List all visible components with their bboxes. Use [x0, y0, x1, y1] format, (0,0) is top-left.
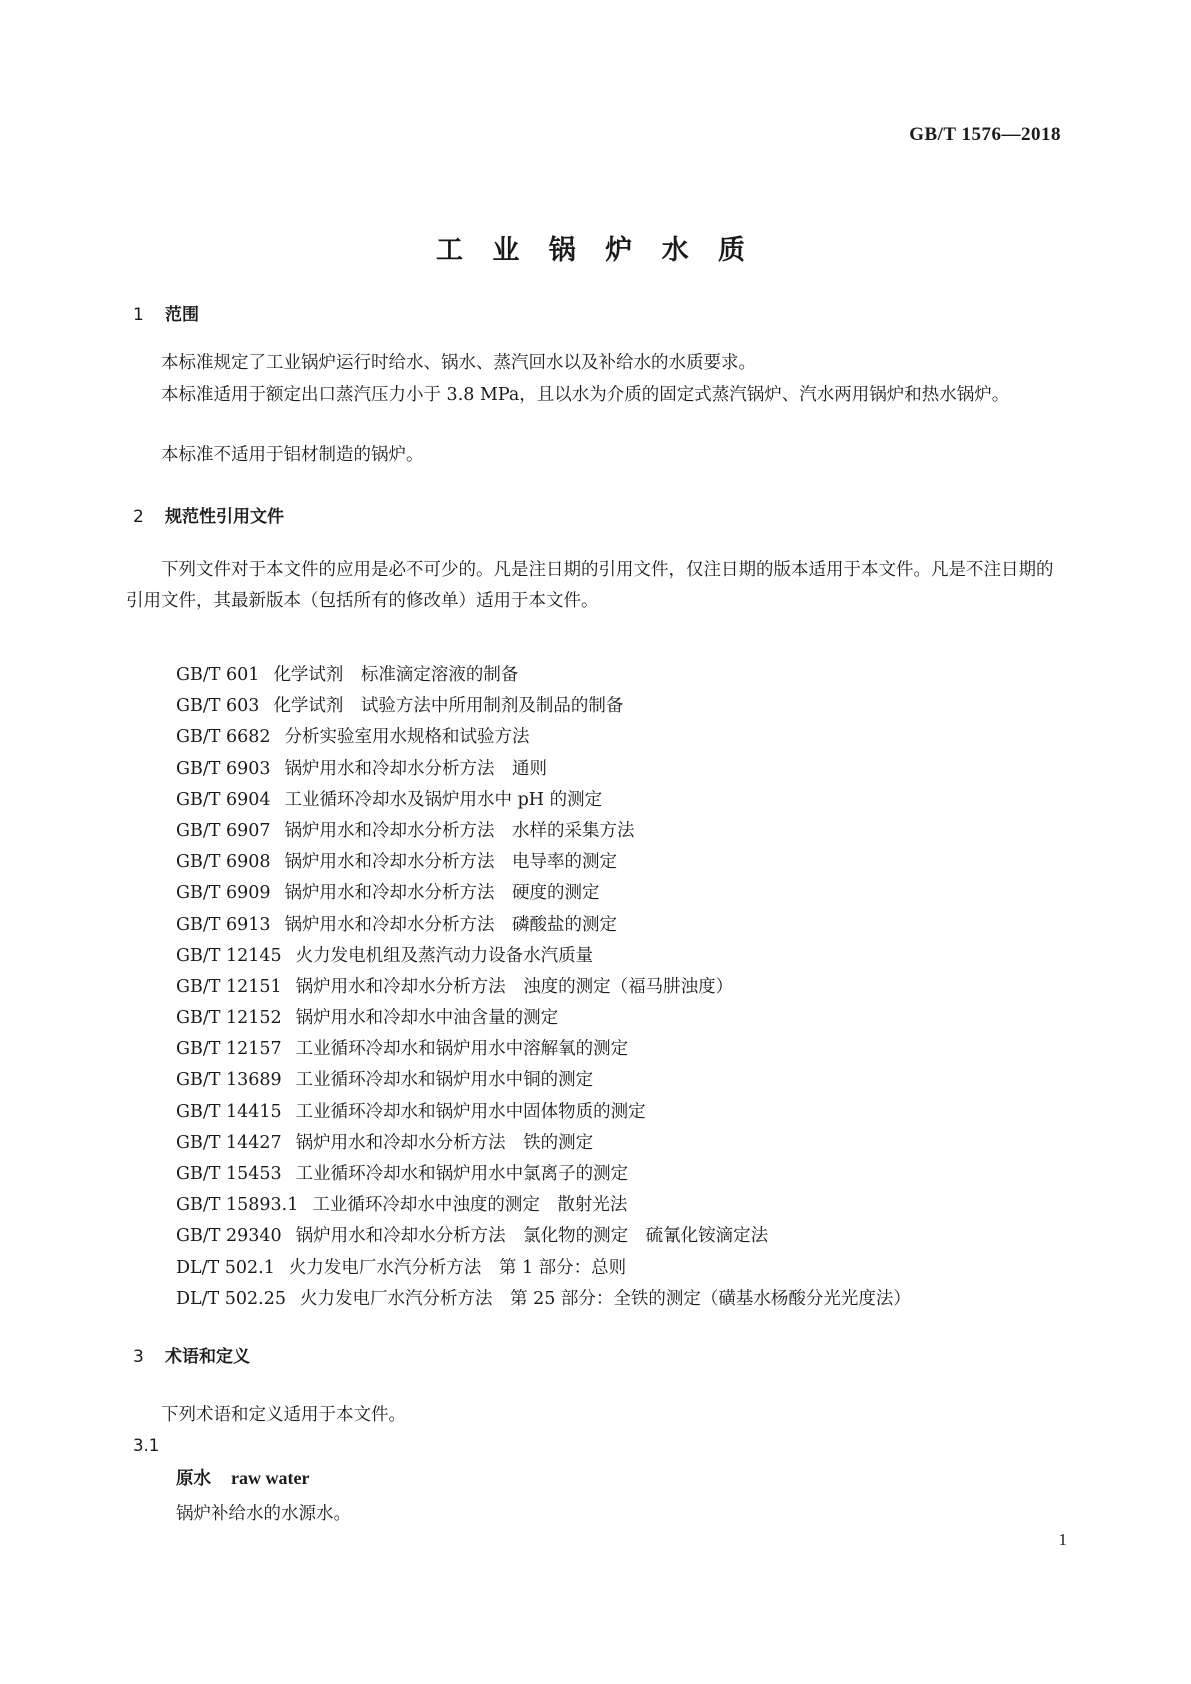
reference-code: GB/T 6903 — [176, 758, 271, 779]
reference-title: 火力发电机组及蒸汽动力设备水汽质量 — [295, 945, 594, 966]
section-number: 2 — [133, 507, 144, 527]
term-definition: 锅炉补给水的水源水。 — [176, 1504, 351, 1524]
reference-item — [176, 1065, 911, 1096]
reference-item — [176, 910, 911, 941]
section-title: 规范性引用文件 — [165, 507, 284, 527]
paragraph: 本标准规定了工业锅炉运行时给水、锅水、蒸汽回水以及补给水的水质要求。 — [161, 353, 756, 373]
paragraph: 本标准适用于额定出口蒸汽压力小于 3.8 MPa，且以水为介质的固定式蒸汽锅炉、汽水两用锅炉和热水锅炉。 — [161, 385, 1010, 405]
standard-code: GB/T 1576—2018 — [909, 124, 1061, 145]
section-heading-terms-definitions — [133, 1342, 250, 1367]
reference-item — [176, 972, 911, 1003]
reference-code: DL/T 502.25 — [176, 1288, 287, 1309]
section-heading-scope — [133, 300, 199, 325]
document-title: 工 业 锅 炉 水 质 — [436, 235, 755, 266]
reference-code: GB/T 12145 — [176, 945, 282, 966]
section-number: 3 — [133, 1347, 144, 1367]
reference-title: 锅炉用水和冷却水分析方法 氯化物的测定 硫氰化铵滴定法 — [295, 1226, 769, 1247]
term-english: raw water — [231, 1468, 310, 1488]
reference-code: GB/T 6909 — [176, 883, 271, 904]
reference-title: 锅炉用水和冷却水分析方法 通则 — [284, 758, 548, 779]
reference-title: 锅炉用水和冷却水分析方法 磷酸盐的测定 — [284, 914, 618, 935]
reference-item — [176, 1190, 911, 1221]
term-number: 3.1 — [133, 1436, 160, 1455]
reference-title: 工业循环冷却水中浊度的测定 散射光法 — [312, 1195, 628, 1216]
reference-code: GB/T 601 — [176, 665, 260, 685]
section-heading-normative-references — [133, 502, 284, 527]
reference-code: GB/T 6907 — [176, 820, 271, 841]
reference-item — [176, 1034, 911, 1065]
reference-code: GB/T 12151 — [176, 976, 282, 997]
reference-code: GB/T 29340 — [176, 1226, 282, 1247]
reference-item — [176, 1003, 911, 1034]
reference-title: 工业循环冷却水和锅炉用水中氯离子的测定 — [295, 1164, 629, 1184]
reference-item — [176, 878, 911, 909]
section-number: 1 — [133, 305, 144, 325]
term-heading — [176, 1465, 309, 1490]
reference-item — [176, 941, 911, 972]
reference-item — [176, 754, 911, 785]
reference-code: GB/T 14415 — [176, 1101, 282, 1122]
reference-title: 火力发电厂水汽分析方法 第 25 部分：全铁的测定（磺基水杨酸分光光度法） — [300, 1288, 911, 1309]
paragraph: 下列术语和定义适用于本文件。 — [161, 1405, 406, 1425]
reference-item — [176, 785, 911, 816]
reference-code: DL/T 502.1 — [176, 1257, 275, 1278]
page-number: 1 — [1058, 1530, 1067, 1549]
reference-item — [176, 1128, 911, 1159]
reference-item — [176, 1097, 911, 1128]
reference-code: GB/T 15893.1 — [176, 1195, 299, 1216]
reference-title: 锅炉用水和冷却水分析方法 硬度的测定 — [284, 883, 600, 904]
reference-title: 锅炉用水和冷却水中油含量的测定 — [295, 1008, 559, 1029]
reference-title: 工业循环冷却水和锅炉用水中铜的测定 — [295, 1070, 594, 1091]
reference-title: 锅炉用水和冷却水分析方法 电导率的测定 — [284, 852, 618, 873]
section-title: 术语和定义 — [165, 1347, 250, 1367]
reference-title: 化学试剂 试验方法中所用制剂及制品的制备 — [273, 696, 624, 717]
reference-title: 分析实验室用水规格和试验方法 — [284, 727, 530, 748]
reference-code: GB/T 13689 — [176, 1070, 282, 1091]
reference-title: 锅炉用水和冷却水分析方法 铁的测定 — [295, 1132, 594, 1153]
reference-title: 火力发电厂水汽分析方法 第 1 部分：总则 — [288, 1257, 627, 1278]
reference-item — [176, 1159, 911, 1190]
reference-code: GB/T 12157 — [176, 1039, 282, 1060]
paragraph: 下列文件对于本文件的应用是必不可少的。凡是注日期的引用文件，仅注日期的版本适用于本文件。凡是不注日期的引用文件，其最新版本（包括所有的修改单）适用于本文件。 — [126, 560, 1054, 611]
reference-code: GB/T 6908 — [176, 852, 271, 873]
paragraph: 本标准不适用于铝材制造的锅炉。 — [161, 445, 424, 465]
reference-code: GB/T 6913 — [176, 914, 271, 935]
reference-item — [176, 1284, 911, 1315]
reference-code: GB/T 6904 — [176, 789, 271, 810]
reference-title: 工业循环冷却水和锅炉用水中溶解氧的测定 — [295, 1039, 629, 1060]
reference-code: GB/T 15453 — [176, 1164, 282, 1184]
reference-item — [176, 1253, 911, 1284]
reference-item — [176, 1221, 911, 1252]
reference-title: 锅炉用水和冷却水分析方法 水样的采集方法 — [284, 820, 635, 841]
reference-title: 工业循环冷却水和锅炉用水中固体物质的测定 — [295, 1101, 646, 1122]
reference-item — [176, 691, 911, 722]
reference-code: GB/T 603 — [176, 696, 260, 717]
reference-item — [176, 816, 911, 847]
reference-title: 化学试剂 标准滴定溶液的制备 — [273, 665, 519, 685]
reference-title: 工业循环冷却水及锅炉用水中 pH 的测定 — [284, 789, 603, 810]
reference-title: 锅炉用水和冷却水分析方法 浊度的测定（福马肼浊度） — [295, 976, 734, 997]
term-chinese: 原水 — [176, 1469, 211, 1489]
reference-code: GB/T 12152 — [176, 1008, 282, 1029]
reference-item — [176, 660, 911, 691]
reference-code: GB/T 14427 — [176, 1132, 282, 1153]
reference-item — [176, 722, 911, 753]
section-title: 范围 — [165, 305, 199, 325]
reference-list — [176, 660, 911, 1315]
reference-code: GB/T 6682 — [176, 727, 271, 748]
reference-item — [176, 847, 911, 878]
